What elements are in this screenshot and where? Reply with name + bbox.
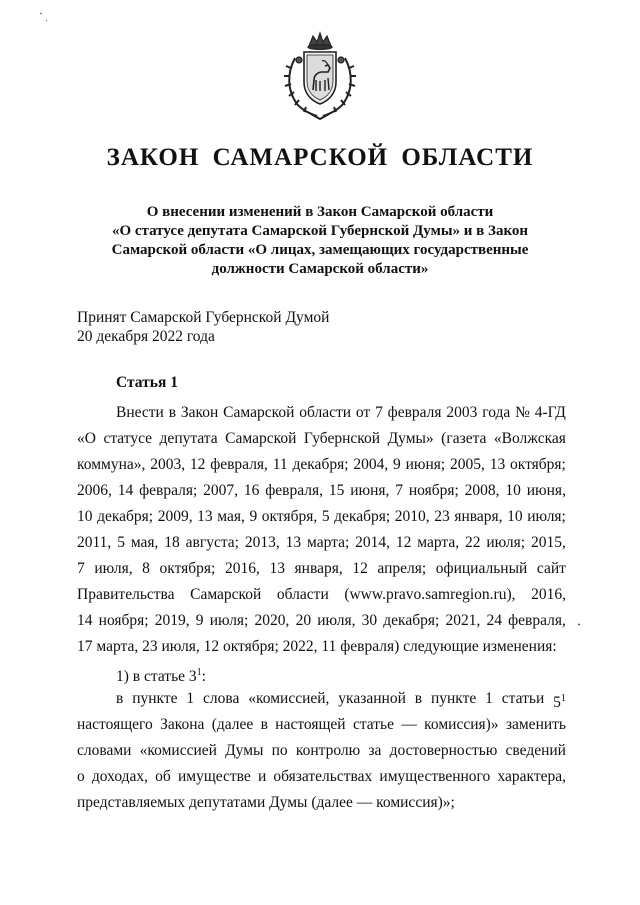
word: 18	[164, 534, 180, 551]
word: Думы	[225, 742, 264, 759]
word: в	[116, 690, 124, 707]
word: 12	[395, 534, 412, 551]
word: 2003	[446, 404, 478, 421]
word: в	[414, 690, 423, 707]
word: 24	[486, 612, 502, 629]
word: за	[368, 742, 382, 759]
word: Внести	[116, 404, 164, 421]
word: статьи	[501, 690, 545, 707]
word: Самарской	[190, 586, 262, 603]
word: Самарской	[223, 404, 295, 421]
word: 7	[395, 482, 403, 499]
word: области	[276, 586, 329, 603]
word: о	[77, 768, 85, 785]
word: октября;	[510, 456, 566, 473]
word: пункте	[132, 690, 178, 707]
word: 14	[77, 612, 93, 629]
item-1-colon: :	[201, 668, 206, 686]
word: 1	[186, 690, 195, 707]
word: достоверностью	[389, 742, 498, 759]
word: января,	[454, 508, 503, 525]
word: октября;	[159, 560, 216, 577]
word: комиссия)»	[424, 716, 499, 733]
word: июня;	[405, 456, 446, 473]
word: года	[482, 404, 511, 421]
word: Закон	[180, 404, 219, 421]
word: августа;	[185, 534, 239, 551]
subtitle-line: «О статусе депутата Самарской Губернской Думы» и в Закон	[111, 223, 529, 239]
word: 7	[375, 404, 383, 421]
word: 30	[361, 612, 378, 629]
item-1-text: 1) в статье 3	[116, 668, 197, 686]
word: октября,	[261, 508, 318, 525]
law-title: ЗАКОН САМАРСКОЙ ОБЛАСТИ	[106, 144, 534, 171]
adoption-line: Принят Самарской Губернской Думой	[77, 309, 330, 326]
word: 13	[197, 508, 213, 525]
word: в	[260, 716, 268, 733]
word: сведений	[505, 742, 566, 759]
word: области	[299, 404, 352, 421]
word: ноября;	[408, 482, 459, 499]
word: от	[355, 404, 371, 421]
word: 9	[393, 456, 401, 473]
word: коммуна»,	[77, 456, 146, 473]
word: имущественного	[379, 768, 491, 785]
word: февраля	[387, 404, 442, 421]
word: «комиссией,	[248, 690, 330, 707]
item-1-superscript: 1	[196, 667, 202, 678]
word: июля;	[527, 508, 566, 525]
word: официальный	[435, 560, 528, 577]
word: 5	[117, 534, 125, 551]
word: 2016,	[224, 560, 260, 577]
word: 2015,	[530, 534, 566, 551]
word: 10	[507, 508, 523, 525]
word: настоящего	[77, 716, 153, 733]
word: «Волжская	[493, 430, 566, 447]
word: декабря;	[334, 508, 391, 525]
word: февраля;	[139, 482, 198, 499]
word: обязательствах	[273, 768, 373, 785]
adoption-line: 20 декабря 2022 года	[77, 328, 215, 345]
word: мая,	[217, 508, 245, 525]
word: 12	[189, 456, 206, 473]
word: 9	[249, 508, 258, 525]
word: по	[271, 742, 288, 759]
word: Самарской	[225, 430, 297, 447]
word: словами	[77, 742, 132, 759]
word: в	[168, 404, 177, 421]
word: февраля,	[508, 612, 566, 629]
word: 2008,	[464, 482, 500, 499]
subtitle-line: Самарской области «О лицах, замещающих государственные	[111, 242, 529, 258]
word: 11	[272, 456, 288, 473]
word: 2010,	[394, 508, 430, 525]
word: ноября;	[98, 612, 149, 629]
word: июня,	[526, 482, 566, 499]
word: заменить	[505, 716, 566, 733]
word: (далее	[211, 716, 254, 733]
word: Закона	[160, 716, 205, 733]
word: настоящей	[275, 716, 346, 733]
subtitle-line: должности Самарской области»	[211, 261, 429, 277]
word: 2005,	[450, 456, 485, 473]
word: 2014,	[355, 534, 391, 551]
word: февраля,	[265, 482, 323, 499]
word: декабря;	[97, 508, 154, 525]
word: марта,	[417, 534, 460, 551]
word: 14	[117, 482, 134, 499]
word: февраля,	[210, 456, 268, 473]
word: 2009,	[157, 508, 193, 525]
word: 2006,	[77, 482, 112, 499]
word: июня,	[350, 482, 390, 499]
word: об	[155, 768, 171, 785]
word: (www.pravo.samregion.ru),	[344, 586, 516, 603]
word: слова	[203, 690, 240, 707]
word: 8	[142, 560, 150, 577]
word: Правительства	[77, 586, 175, 603]
word: пункте	[430, 690, 477, 707]
word: июля;	[486, 534, 526, 551]
word: мая,	[130, 534, 159, 551]
word: 22	[465, 534, 481, 551]
word: июля;	[209, 612, 249, 629]
word: сайт	[536, 560, 566, 577]
word: 10	[505, 482, 521, 499]
word: 2007,	[203, 482, 239, 499]
word: Губернской	[303, 430, 381, 447]
word: 2011,	[77, 534, 112, 551]
word: 2021,	[445, 612, 481, 629]
word: статусе	[103, 430, 153, 447]
word: июля,	[317, 612, 356, 629]
word: 2019,	[154, 612, 190, 629]
article-heading: Статья 1	[116, 374, 178, 391]
word: декабря;	[292, 456, 349, 473]
word: характера,	[497, 768, 566, 785]
word: статье	[352, 716, 394, 733]
word: 2003,	[150, 456, 186, 473]
word: 4-ГД	[534, 404, 566, 421]
word: 23	[434, 508, 450, 525]
body-line: 17 марта, 23 июля, 12 октября; 2022, 11 февраля) следующие изменения:	[77, 638, 557, 655]
word: марта;	[307, 534, 350, 551]
paragraph-line: представляемых депутатами Думы (далее — комиссия)»;	[77, 794, 455, 811]
word: доходах,	[91, 768, 149, 785]
word: 2004,	[353, 456, 389, 473]
word: имуществе	[177, 768, 251, 785]
word: апреля;	[377, 560, 427, 577]
word: указанной	[338, 690, 406, 707]
word: 12	[352, 560, 368, 577]
word: 2016,	[531, 586, 566, 603]
word: «комиссией	[139, 742, 217, 759]
word: 9	[195, 612, 204, 629]
word: $5^1$	[553, 693, 566, 712]
word: 7	[77, 560, 85, 577]
word: июля,	[94, 560, 133, 577]
subtitle-line: О внесении изменений в Закон Самарской области	[146, 204, 494, 220]
word: 2020,	[254, 612, 290, 629]
word: —	[401, 716, 417, 733]
word: 13	[489, 456, 506, 473]
word: 1	[485, 690, 493, 707]
word: 5	[321, 508, 330, 525]
word: Думы»	[387, 430, 434, 447]
word: №	[515, 404, 530, 421]
word: 15	[328, 482, 345, 499]
word: «О	[77, 430, 96, 447]
word: 2013,	[244, 534, 280, 551]
word: 13	[269, 560, 285, 577]
word: 16	[243, 482, 260, 499]
word: 10	[77, 508, 93, 525]
word: 13	[285, 534, 302, 551]
word: депутата	[159, 430, 218, 447]
word: декабря;	[383, 612, 440, 629]
word: 20	[295, 612, 312, 629]
word: контролю	[295, 742, 361, 759]
word: (газета	[441, 430, 487, 447]
article-superscript: 1	[560, 693, 566, 704]
word: и	[257, 768, 267, 785]
word: января,	[294, 560, 343, 577]
